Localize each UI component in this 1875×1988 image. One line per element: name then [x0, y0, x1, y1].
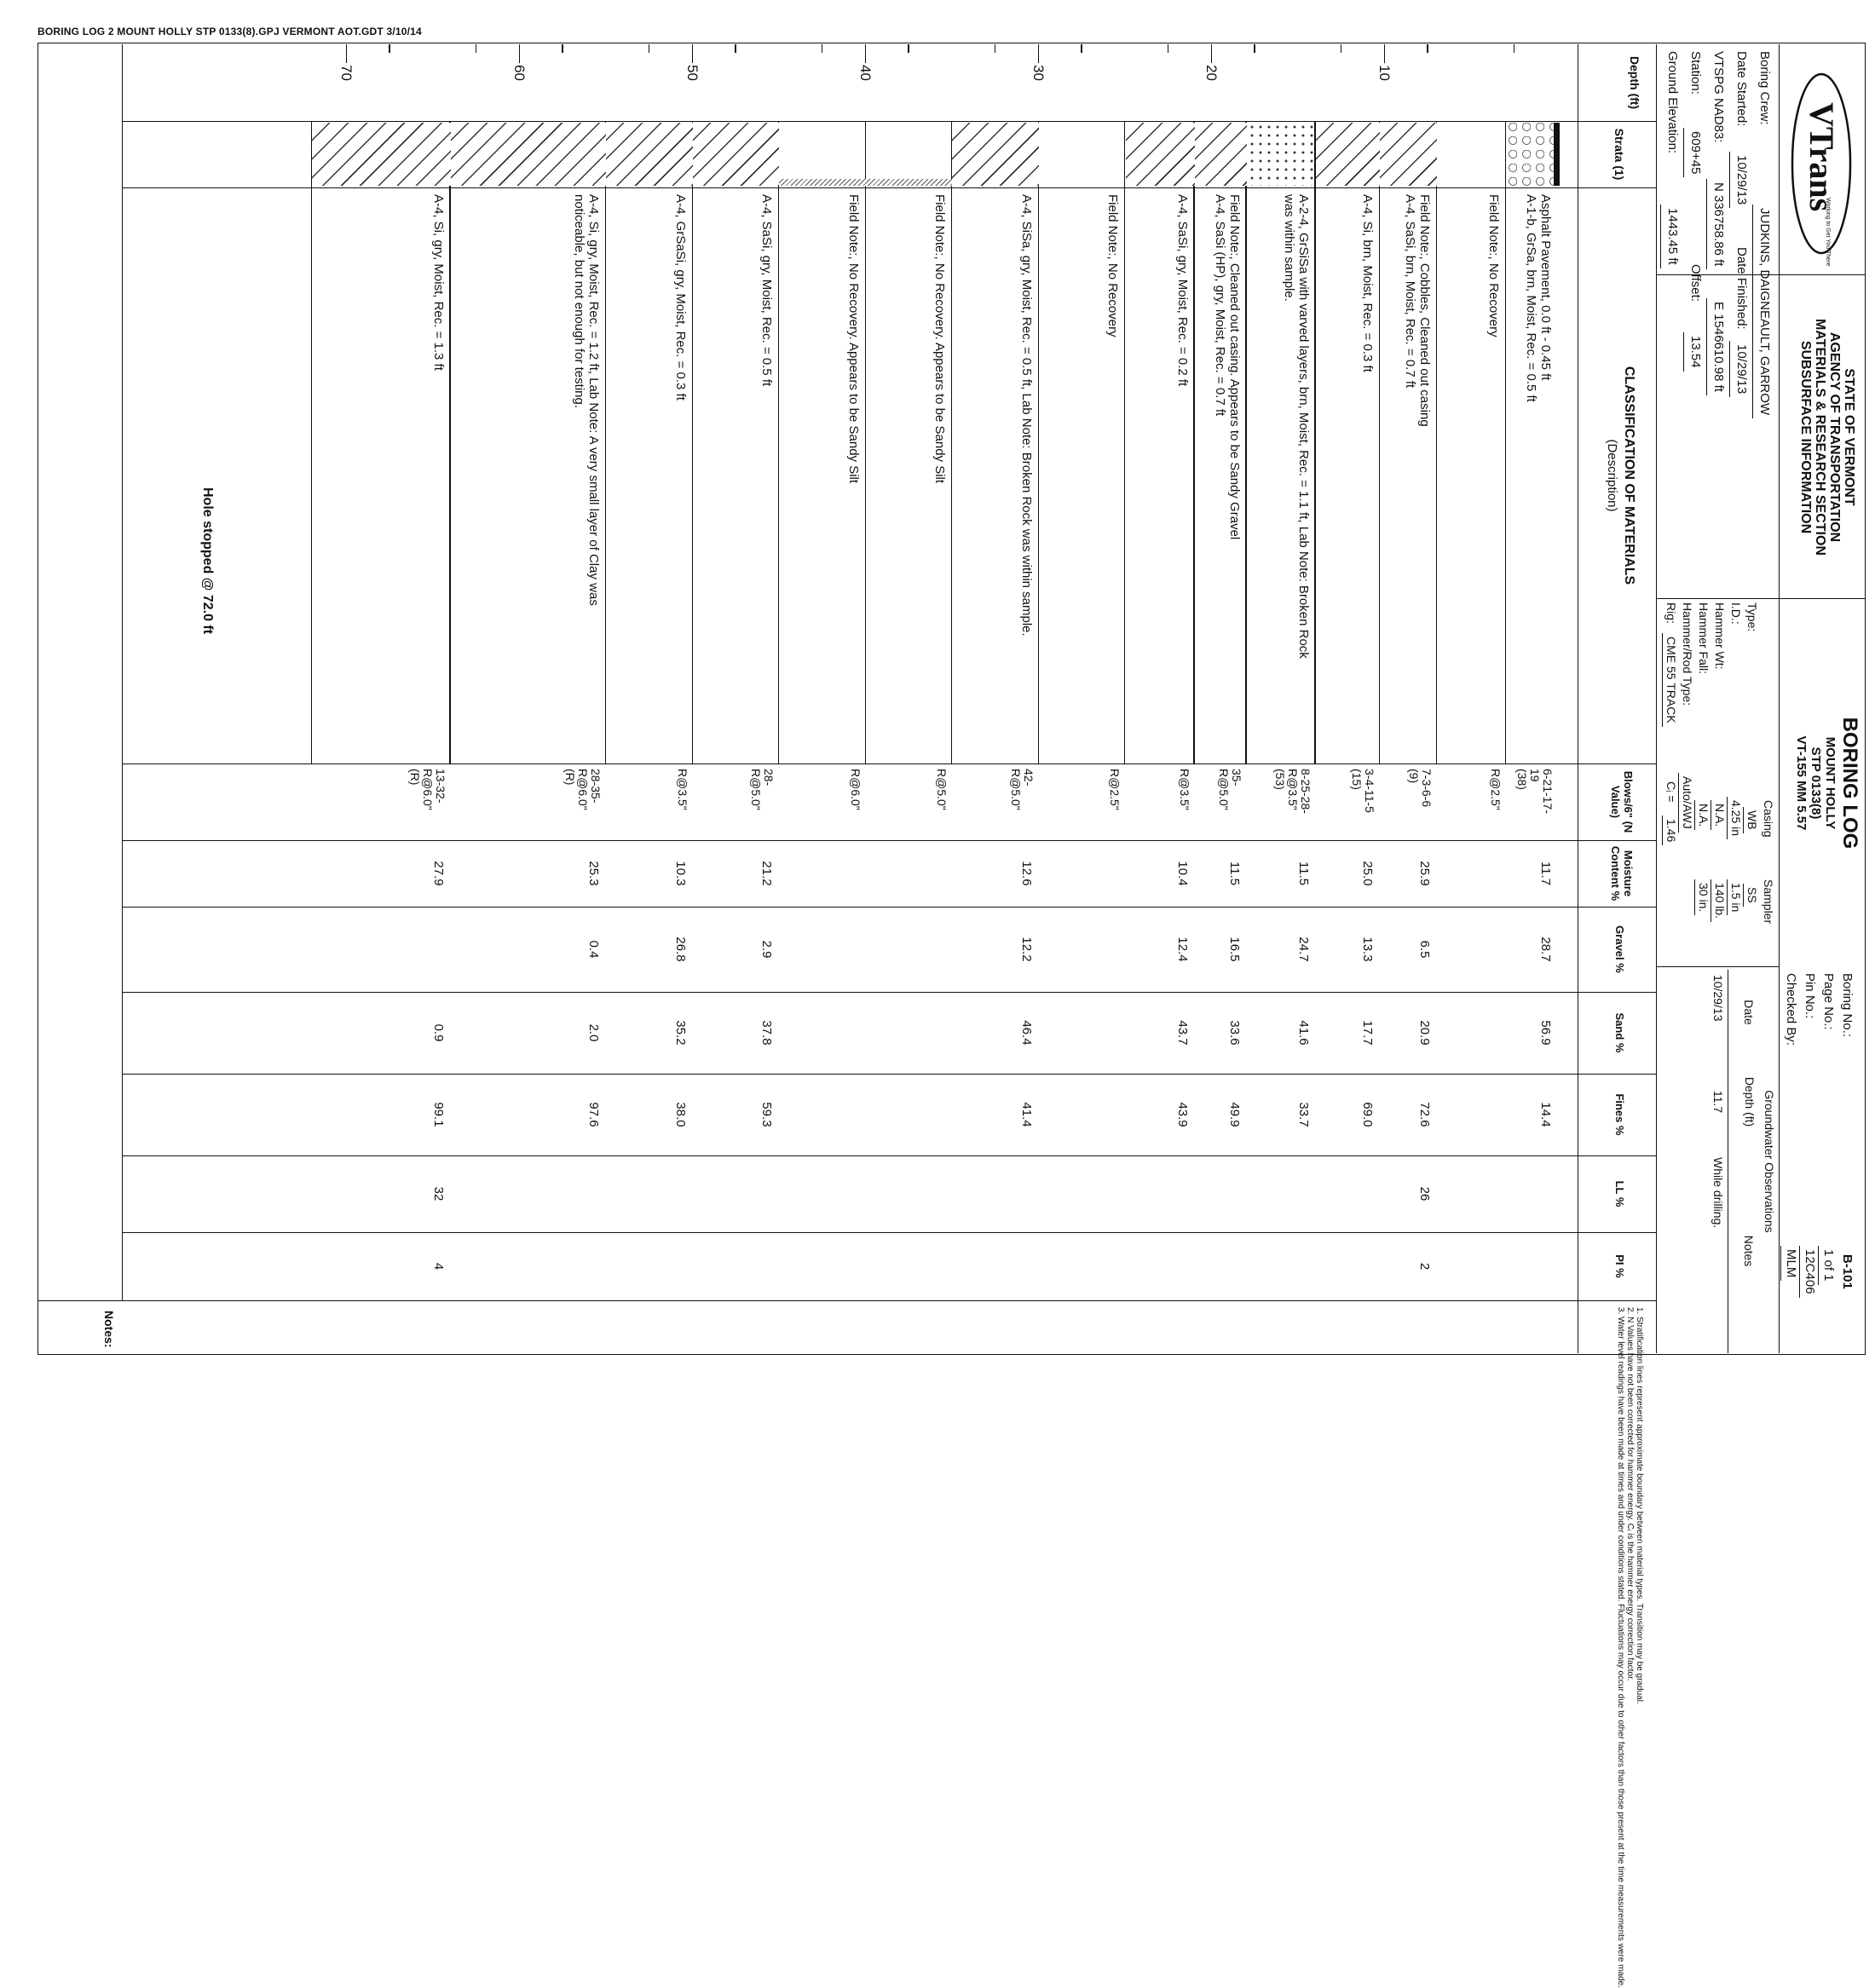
note-item: 2. N Values have not been corrected for hammer energy. Cᵢ is the hammer energy correction factor.: [1625, 1307, 1635, 1681]
blows-value: 13-32-: [433, 769, 447, 804]
fines-value: 38.0: [673, 1102, 688, 1127]
strata-pattern: [1316, 123, 1380, 186]
ground-elevation-label: Ground Elevation:: [1665, 51, 1680, 154]
layer-boundary: [692, 121, 693, 764]
layer-boundary: [1124, 121, 1125, 764]
blows-value: R@5.0": [1216, 769, 1231, 810]
sand-value: 41.6: [1295, 1020, 1311, 1046]
moisture-value: 11.7: [1538, 861, 1553, 886]
fines-value: 99.1: [430, 1102, 446, 1127]
moisture-value: 10.3: [673, 861, 688, 886]
hammer-fall-label: Hammer Fall:: [1697, 602, 1711, 675]
pin-no: 12C406: [1799, 1246, 1819, 1298]
layer-boundary: [778, 121, 779, 764]
gw-date: 10/29/13: [1711, 975, 1725, 1022]
note-item: 1. Stratification lines represent approximate boundary between material types. Transition may be gradual.: [1635, 1307, 1644, 1704]
layer-boundary: [1193, 121, 1194, 764]
fines-value: 59.3: [759, 1102, 775, 1127]
layer-description: Field Note:, Cobbles, Cleaned out casing: [1416, 194, 1432, 427]
gw-notes-label: Notes: [1742, 1235, 1756, 1267]
strata-pattern: [1195, 123, 1247, 186]
equipment-info: [1663, 602, 1776, 965]
col-strata: Strata (1): [1612, 128, 1626, 181]
date-started: 10/29/13: [1729, 152, 1753, 208]
page-title: BORING LOG: [1838, 717, 1861, 850]
col-pi: PI %: [1613, 1254, 1626, 1278]
fines-value: 33.7: [1295, 1102, 1311, 1127]
casing-label: Casing: [1762, 800, 1775, 838]
ll-value: 26: [1416, 1186, 1432, 1201]
blows-value: 35-: [1229, 769, 1243, 787]
blows-value: 19: [1528, 769, 1542, 782]
svg-text:VTrans: VTrans: [1803, 102, 1841, 212]
col-description: (Description): [1605, 439, 1619, 512]
fines-value: 69.0: [1359, 1102, 1375, 1127]
project-number: STP 0133(8): [1809, 746, 1823, 820]
page-no-label: Page No.:: [1821, 973, 1836, 1030]
layer-description: A-1-b, GrSa, brn, Moist, Rec. = 0.5 ft: [1524, 194, 1538, 402]
hammer-fall-sampler: 30 in.: [1694, 879, 1711, 915]
boring-no: B-101: [1840, 1254, 1855, 1289]
gw-depth: 11.7: [1711, 1090, 1725, 1114]
blows-value: (53): [1272, 769, 1287, 790]
depth-tick-label: 30: [1030, 65, 1047, 81]
layer-boundary: [449, 121, 450, 764]
boring-id-block: [1781, 973, 1856, 1348]
blows-value: (9): [1406, 769, 1421, 784]
northing: N 336758.86 ft: [1706, 179, 1730, 269]
date-finished-label: Date Finished:: [1734, 247, 1749, 330]
gravel-value: 13.3: [1359, 936, 1375, 962]
sand-value: 46.4: [1019, 1020, 1034, 1046]
depth-minor-tick: [1081, 44, 1082, 53]
col-line: [123, 187, 1657, 188]
layer-boundary: [1245, 121, 1246, 764]
col-depth: Depth (ft): [1628, 55, 1641, 110]
blows-value: 8-25-28-: [1298, 769, 1312, 814]
hammer-wt-sampler: 140 lb.: [1711, 879, 1728, 922]
strata-pattern: [312, 123, 450, 186]
logo-tagline: Working to Get You There: [1825, 198, 1831, 267]
id-casing: 4.25 in: [1727, 797, 1744, 839]
ll-value: 32: [430, 1186, 446, 1201]
blows-value: (R): [563, 769, 578, 786]
header-col-divider: [1657, 598, 1780, 599]
offset-label: Offset:: [1688, 264, 1703, 302]
sand-value: 56.9: [1538, 1020, 1553, 1046]
ci-value: 1.46: [1662, 815, 1679, 845]
blows-value: 3-4-11-5: [1362, 769, 1376, 813]
document-header-note: BORING LOG 2 MOUNT HOLLY STP 0133(8).GPJ VERMONT AOT.GDT 3/10/14: [38, 26, 422, 37]
station: 609+45: [1683, 128, 1707, 177]
layer-boundary: [951, 121, 952, 764]
sand-value: 17.7: [1359, 1020, 1375, 1046]
fines-value: 43.9: [1174, 1102, 1190, 1127]
col-classification: CLASSIFICATION OF MATERIALS: [1622, 366, 1636, 585]
blows-value: R@2.5": [1489, 769, 1503, 810]
layer-boundary: [1314, 121, 1315, 764]
layer-description: Field Note:, No Recovery: [1105, 194, 1121, 337]
depth-tick-label: 20: [1203, 65, 1220, 81]
date-finished: 10/29/13: [1729, 341, 1753, 397]
vtrans-logo: [1788, 70, 1855, 267]
blows-value: R@6.0": [849, 769, 862, 810]
layer-description: A-4, SiSa, gry, Moist, Rec. = 0.5 ft, Lab Note: Broken Rock was within sample.: [1019, 194, 1034, 637]
fines-value: 14.4: [1538, 1102, 1553, 1127]
moisture-value: 25.3: [586, 861, 602, 886]
strata-pattern: [1126, 123, 1195, 186]
hole-stopped: Hole stopped @ 72.0 ft: [200, 487, 215, 635]
layer-description: A-4, GrSaSi, gry, Moist, Rec. = 0.3 ft: [673, 194, 688, 400]
gravel-value: 12.4: [1174, 936, 1190, 962]
sand-value: 37.8: [759, 1020, 775, 1046]
offset: 13.54: [1683, 332, 1707, 372]
layer-boundary: [311, 121, 312, 764]
agency-line: MATERIALS & RESEARCH SECTION: [1813, 319, 1827, 556]
nad-label: VTSPG NAD83:: [1711, 51, 1726, 143]
page-no: 1 of 1: [1818, 1246, 1838, 1285]
header-col-divider: [1657, 966, 1780, 967]
gw-depth-label: Depth (ft): [1743, 1076, 1757, 1127]
easting: E 1546610.98 ft: [1706, 298, 1730, 395]
blows-value: (38): [1515, 769, 1529, 790]
moisture-value: 11.5: [1226, 861, 1242, 886]
checked-by: MLM: [1780, 1246, 1800, 1281]
layer-description: A-4, SaSi, gry, Moist, Rec. = 0.2 ft: [1174, 194, 1190, 387]
gravel-value: 0.4: [586, 940, 602, 959]
pin-no-label: Pin No.:: [1803, 973, 1817, 1019]
type-casing: WB: [1743, 807, 1760, 833]
gw-date-label: Date: [1742, 1000, 1756, 1025]
layer-description: A-2-4, GrSiSa with varved layers, brn, Moist, Rec. = 1.1 ft, Lab Note: Broken Rock: [1295, 194, 1311, 659]
pavement-layer: [1554, 123, 1560, 186]
layer-description: Field Note:, Cleaned out casing. Appears to be Sandy Gravel: [1226, 194, 1242, 540]
moisture-value: 21.2: [759, 861, 775, 886]
layer-description: Field Note:, No Recovery. Appears to be Sandy Silt: [932, 194, 948, 484]
agency-line: SUBSURFACE INFORMATION: [1798, 340, 1813, 534]
depth-minor-tick: [908, 44, 909, 53]
depth-tick-label: 70: [338, 65, 355, 81]
crew-label: Boring Crew:: [1757, 51, 1772, 125]
depth-tick-mark: [692, 44, 693, 63]
project-name: MOUNT HOLLY: [1823, 736, 1838, 830]
sand-value: 43.7: [1174, 1020, 1190, 1046]
layer-boundary: [605, 121, 606, 764]
blows-value: R@5.0": [749, 769, 764, 810]
gravel-value: 28.7: [1538, 936, 1553, 962]
strata-pattern: [693, 123, 780, 186]
note-item: 3. Water level readings have been made at times and under conditions stated. Fluctuations may occur due to other factors than those present at the time measurements were made.: [1616, 1307, 1625, 1988]
type-sampler: SS: [1743, 884, 1760, 907]
gravel-value: 12.2: [1019, 936, 1034, 962]
agency-block: [1798, 276, 1856, 598]
layer-description: Asphalt Pavement, 0.0 ft - 0.45 ft: [1538, 194, 1553, 381]
layer-boundary: [1505, 121, 1506, 764]
blows-value: R@3.5": [676, 769, 689, 810]
date-started-label: Date Started:: [1734, 51, 1749, 127]
blows-value: R@6.0": [420, 769, 435, 810]
col-blows: Blows/6" (N Value): [1609, 770, 1635, 833]
col-fines: Fines %: [1613, 1093, 1626, 1136]
col-ll: LL %: [1613, 1180, 1626, 1207]
sand-value: 35.2: [673, 1020, 688, 1046]
depth-tick-mark: [519, 44, 520, 63]
fines-value: 72.6: [1416, 1102, 1432, 1127]
layer-description: Field Note:, No Recovery: [1486, 194, 1502, 337]
hammer-fall-casing: N.A.: [1694, 800, 1711, 830]
groundwater-table: [1657, 970, 1780, 1353]
layer-description: A-4, SaSi, brn, Moist, Rec. = 0.7 ft: [1402, 194, 1417, 389]
project-location: VT-155 MM 5.57: [1794, 735, 1809, 831]
depth-tick-label: 40: [857, 65, 874, 81]
sand-value: 2.0: [586, 1023, 602, 1042]
blows-value: R@6.0": [576, 769, 591, 810]
moisture-value: 25.9: [1416, 861, 1432, 886]
blows-value: 28-: [762, 769, 776, 787]
rod-type: Auto/AWJ: [1678, 773, 1695, 833]
strata-pattern: [1247, 123, 1316, 186]
sand-value: 0.9: [430, 1023, 446, 1042]
layer-description: A-4, SaSi (HP), gry, Moist, Rec. = 0.7 ft: [1212, 194, 1227, 417]
moisture-value: 27.9: [430, 861, 446, 886]
pi-value: 2: [1416, 1262, 1432, 1271]
agency-line: STATE OF VERMONT: [1842, 368, 1856, 506]
notes-label: Notes:: [102, 1311, 116, 1348]
blows-value: 28-35-: [589, 769, 603, 804]
depth-tick-mark: [1038, 44, 1039, 63]
pi-value: 4: [430, 1262, 446, 1271]
layer-boundary: [1038, 121, 1039, 764]
hammer-wt-label: Hammer Wt:: [1713, 602, 1727, 670]
blows-value: 6-21-17-: [1541, 769, 1555, 814]
sand-value: 33.6: [1226, 1020, 1242, 1046]
depth-minor-tick: [735, 44, 736, 53]
col-gravel: Gravel %: [1613, 925, 1626, 973]
layer-boundary: [865, 121, 866, 764]
layer-description: A-4, SaSi, gry, Moist, Rec. = 0.5 ft: [759, 194, 775, 387]
depth-tick-label: 60: [511, 65, 528, 81]
layer-boundary: [1436, 121, 1437, 764]
groundwater-title: Groundwater Observations: [1762, 1090, 1776, 1233]
layer-description: Field Note:, No Recovery. Appears to be Sandy Silt: [846, 194, 861, 484]
blows-value: R@3.5": [1177, 769, 1191, 810]
layer-description: A-4, Si, gry, Moist, Rec. = 1.3 ft: [430, 194, 446, 371]
checked-by-label: Checked By:: [1784, 973, 1798, 1046]
strata-pattern: [1039, 123, 1126, 186]
blows-value: 42-: [1022, 769, 1036, 787]
boring-log-sheet: [38, 44, 1865, 1988]
strata-pattern: [953, 123, 1040, 186]
depth-minor-tick: [1427, 44, 1428, 53]
id-sampler: 1.5 in: [1727, 879, 1744, 915]
layer-description: A-4, Si, gry, Moist, Rec. = 1.2 ft, Lab Note: A very small layer of Clay was: [586, 194, 602, 606]
layer-description: was within sample.: [1281, 194, 1296, 302]
station-label: Station:: [1688, 51, 1703, 95]
depth-minor-tick: [1254, 44, 1255, 53]
type-label: Type:: [1745, 602, 1759, 632]
layer-boundary: [1379, 121, 1380, 764]
gravel-value: 6.5: [1416, 940, 1432, 959]
fines-value: 97.6: [586, 1102, 602, 1127]
blows-value: R@3.5": [1285, 769, 1300, 810]
gravel-value: 24.7: [1295, 936, 1311, 962]
layer-description: noticeable, but not enough for testing.: [572, 194, 587, 409]
gw-notes: While drilling.: [1711, 1157, 1725, 1229]
boring-no-label: Boring No.:: [1840, 973, 1855, 1038]
moisture-value: 10.4: [1174, 861, 1190, 886]
strata-pattern: [1437, 123, 1506, 186]
rod-type-label: Hammer/Rod Type:: [1681, 602, 1694, 706]
depth-tick-mark: [346, 44, 347, 63]
moisture-value: 12.6: [1019, 861, 1034, 886]
blows-value: R@5.0": [1009, 769, 1023, 810]
gravel-value: 26.8: [673, 936, 688, 962]
fines-value: 49.9: [1226, 1102, 1242, 1127]
layer-description: A-4, Si, brn, Moist, Rec. = 0.3 ft: [1359, 194, 1375, 372]
strata-pattern: [607, 123, 694, 186]
body-bottom-line: [122, 44, 123, 1300]
ci-label: Cᵢ =: [1664, 781, 1678, 803]
depth-tick-mark: [865, 44, 866, 63]
fines-value: 41.4: [1019, 1102, 1034, 1127]
blows-value: R@5.0": [935, 769, 949, 810]
col-sand: Sand %: [1613, 1012, 1626, 1053]
depth-tick-label: 10: [1376, 65, 1393, 81]
agency-line: AGENCY OF TRANSPORTATION: [1827, 331, 1842, 543]
depth-tick-mark: [1211, 44, 1212, 63]
id-label: I.D.:: [1729, 602, 1743, 625]
sand-value: 20.9: [1416, 1020, 1432, 1046]
col-line: [38, 1300, 1657, 1301]
ground-elevation: 1443.45 ft: [1660, 205, 1684, 268]
moisture-value: 11.5: [1295, 861, 1311, 886]
depth-tick-label: 50: [684, 65, 701, 81]
sampler-label: Sampler: [1762, 879, 1775, 925]
rig-label: Rig:: [1664, 602, 1678, 624]
blows-value: 7-3-6-6: [1419, 769, 1434, 808]
blows-value: (15): [1349, 769, 1364, 790]
gravel-value: 16.5: [1226, 936, 1242, 962]
site-info: [1661, 51, 1776, 596]
strata-pattern: [866, 179, 953, 186]
blows-value: R@2.5": [1108, 769, 1122, 810]
title-block: [1794, 600, 1861, 966]
depth-tick-mark: [1384, 44, 1385, 63]
gravel-value: 2.9: [759, 940, 775, 959]
strata-pattern: [780, 179, 867, 186]
strata-pattern: [451, 123, 607, 186]
moisture-value: 25.0: [1359, 861, 1375, 886]
crew: JUDKINS, DAIGNEAULT, GARROW: [1752, 205, 1776, 418]
blows-value: (R): [407, 769, 422, 786]
strata-pattern: [1380, 123, 1437, 186]
col-moisture: Moisture Content %: [1609, 845, 1635, 902]
rig: CME 55 TRACK: [1662, 633, 1679, 727]
hammer-wt-casing: N.A.: [1711, 800, 1728, 830]
strata-pattern: [1506, 123, 1558, 186]
